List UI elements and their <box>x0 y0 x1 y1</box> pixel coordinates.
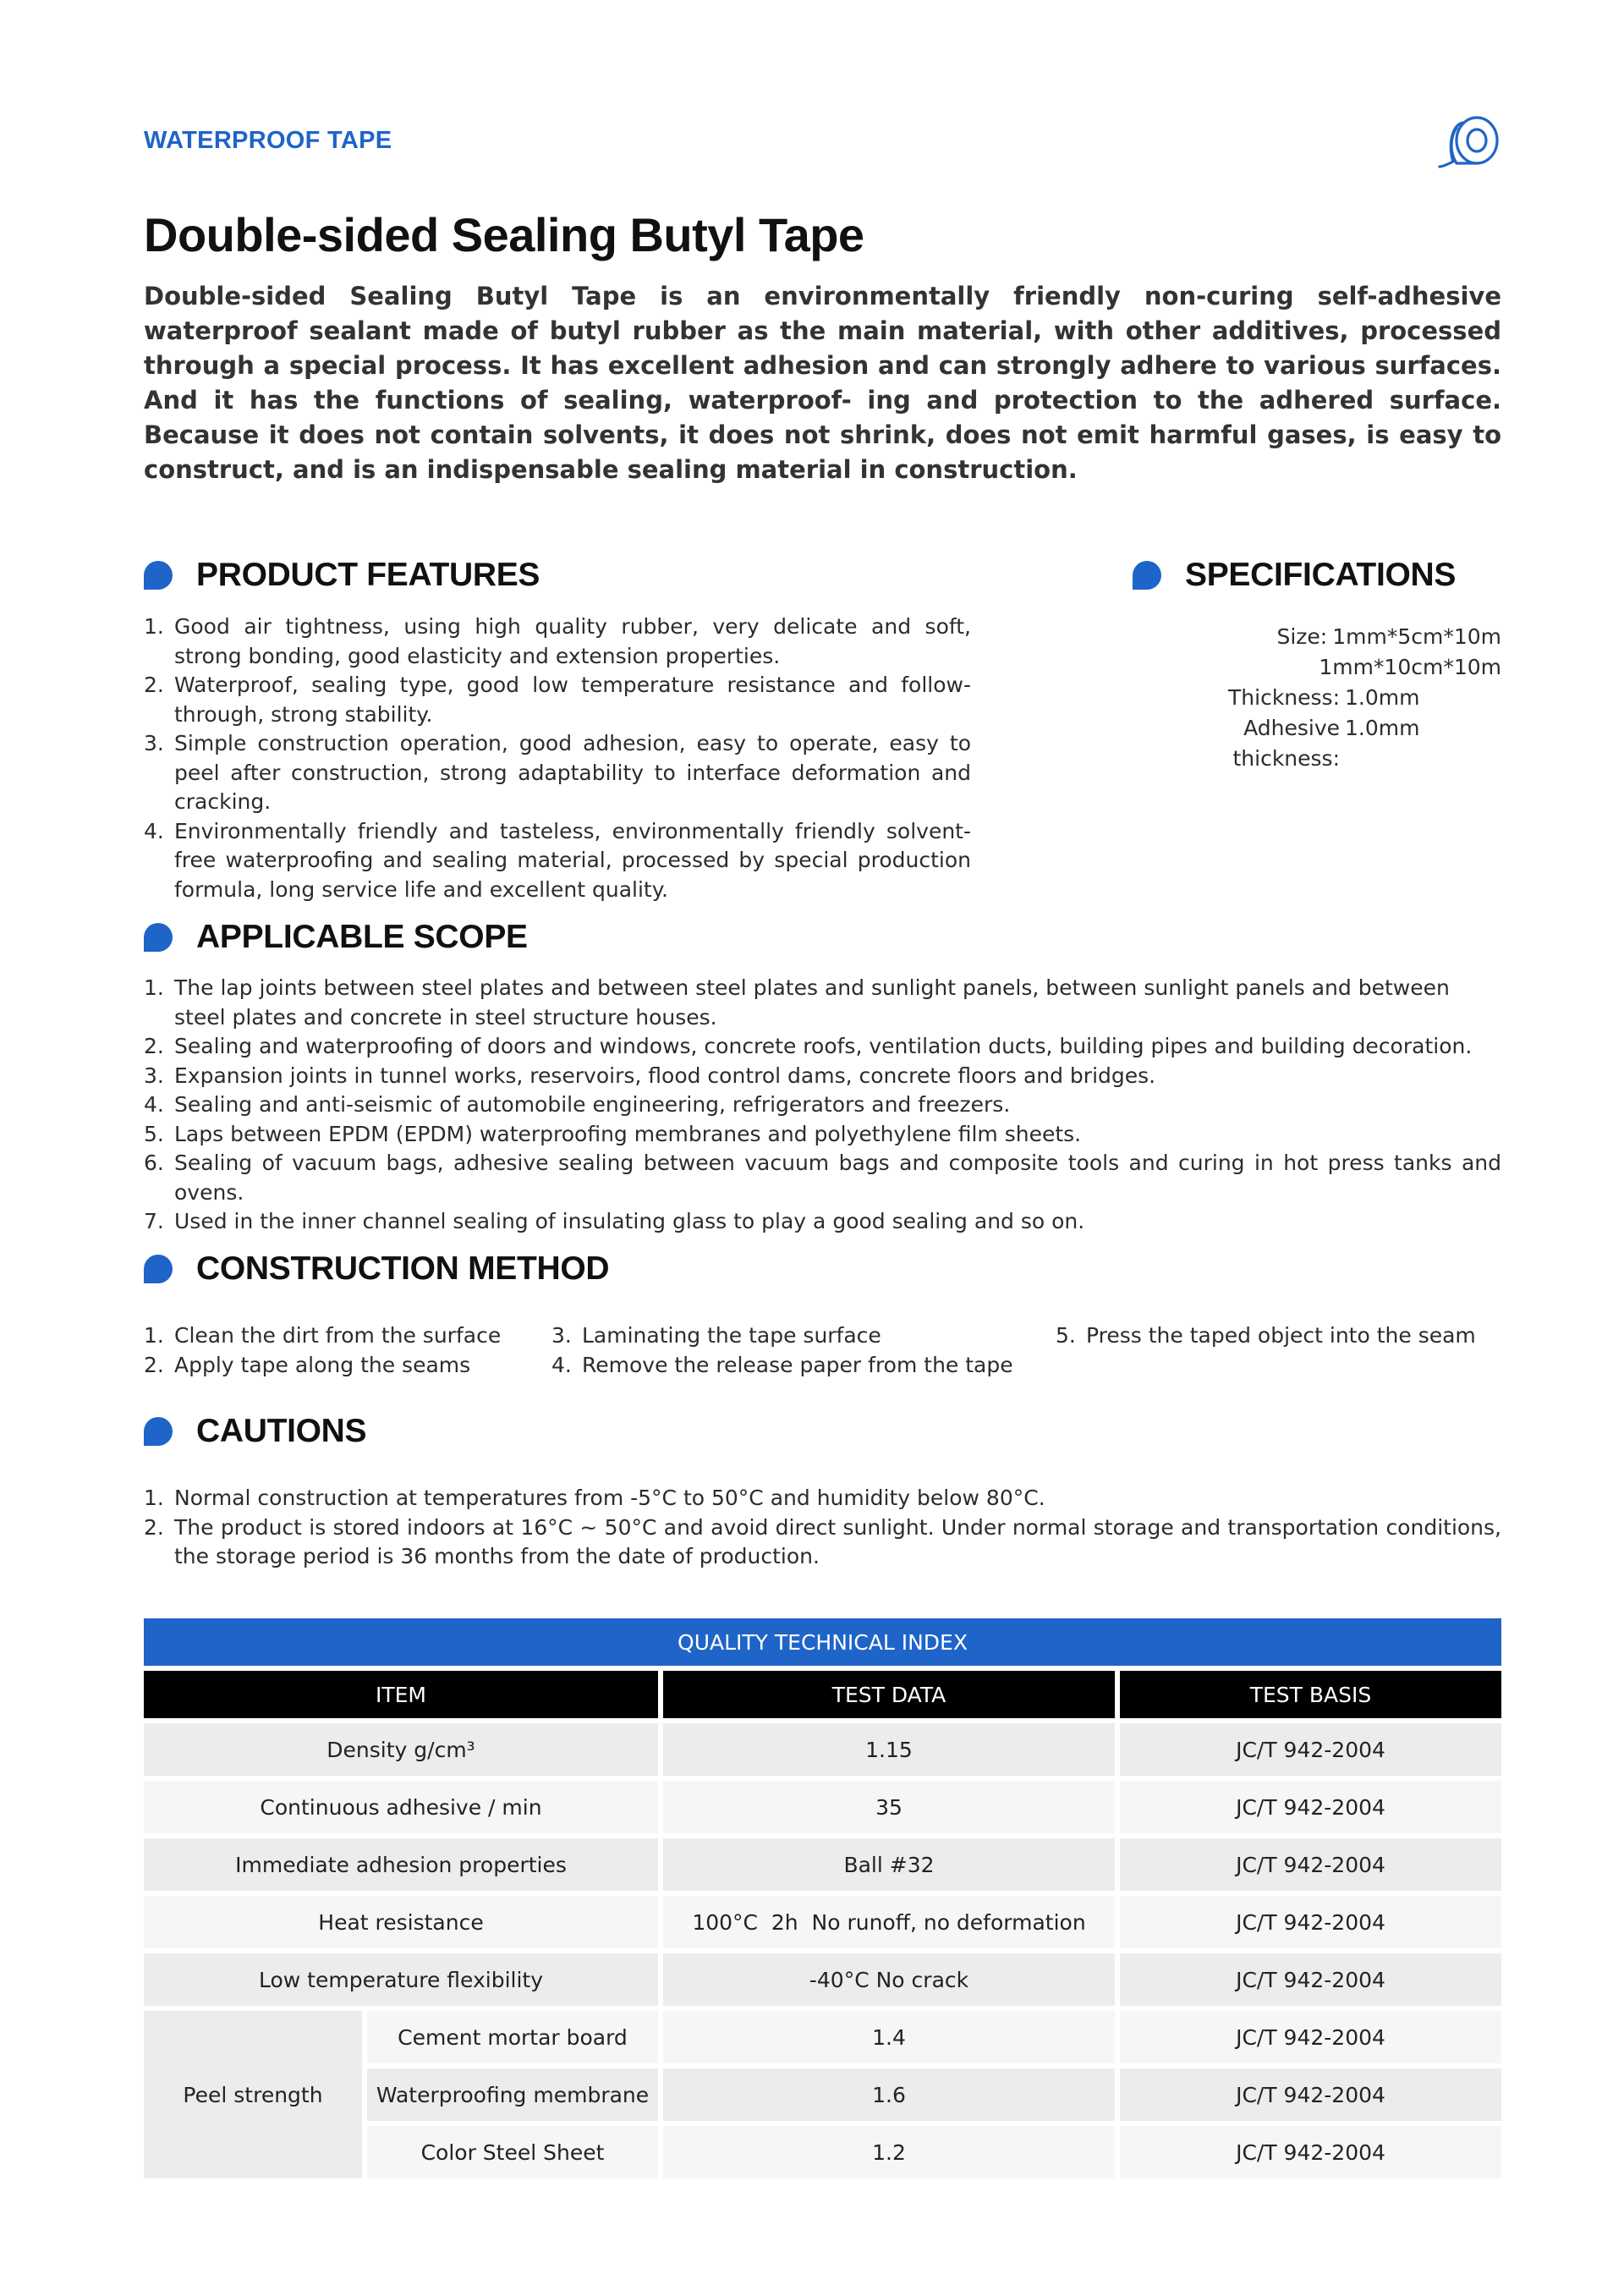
table-row: Waterproofing membrane 1.6 JC/T 942-2004 <box>144 2068 1501 2126</box>
features-heading-text: PRODUCT FEATURES <box>196 557 540 593</box>
table-caption: QUALITY TECHNICAL INDEX <box>144 1618 1501 1671</box>
features-heading <box>144 557 540 594</box>
specifications-heading <box>1133 557 1456 594</box>
list-item: 5. Laps between EPDM (EPDM) waterproofing membranes and polyethylene film sheets. <box>144 1121 1082 1146</box>
construction-steps-col-3 <box>1056 1321 1476 1351</box>
table-row: Density g/cm³ 1.15 JC/T 942-2004 <box>144 1723 1501 1781</box>
construction-heading <box>144 1250 609 1288</box>
list-item: 4. Sealing and anti-seismic of automobile engineering, refrigerators and freezers. <box>144 1092 1011 1117</box>
table-row: Low temperature flexibility -40°C No crack JC/T 942-2004 <box>144 1953 1501 2011</box>
list-item: 2. Sealing and waterproofing of doors and windows, concrete roofs, ventilation ducts, building pipes and building decoration. <box>144 1034 1473 1058</box>
list-item: 2. Apply tape along the seams <box>144 1352 471 1377</box>
bullet-icon <box>144 1417 173 1446</box>
cautions-heading-text: CAUTIONS <box>196 1413 367 1449</box>
list-item: 1. Good air tightness, using high quality rubber, very delicate and soft, strong bonding, good elasticity and extension properties. <box>144 614 971 668</box>
construction-steps-col-1 <box>144 1321 501 1380</box>
list-item: 3. Expansion joints in tunnel works, reservoirs, flood control dams, concrete floors and bridges. <box>144 1063 1156 1088</box>
adhesive-thickness-label: Adhesive thickness: <box>1232 716 1340 771</box>
construction-heading-text: CONSTRUCTION METHOD <box>196 1250 610 1287</box>
column-header: TEST DATA <box>658 1671 1115 1723</box>
thickness-label: Thickness: <box>1228 685 1340 710</box>
list-item: 3. Laminating the tape surface <box>551 1323 881 1348</box>
list-item: 1. The lap joints between steel plates and between steel plates and sunlight panels, between sunlight panels and between steel plates and concrete in steel structure houses. <box>144 975 1450 1030</box>
list-item: 3. Simple construction operation, good adhesion, easy to operate, easy to peel after construction, strong adaptability to interface deformation and cracking. <box>144 731 971 814</box>
bullet-icon <box>1133 561 1161 590</box>
column-header: ITEM <box>144 1671 658 1723</box>
adhesive-thickness-value: 1.0mm <box>1345 716 1420 740</box>
quality-index-table <box>144 1618 1501 2183</box>
page-title: Double-sided Sealing Butyl Tape <box>144 208 864 261</box>
intro-paragraph: Double-sided Sealing Butyl Tape is an environmentally friendly non-curing self-adhesive waterproof sealant made of butyl rubber as the main material, with other additives, processed through a special process. It has excellent adhesion and can strongly adhere to various surfaces. And it has the functions of sealing, waterproof- ing and protection to the adhered surface. Because it does not contain solvents, it does not shrink, does not emit harmful gases, is easy to construct, and is an indispensable sealing material in construction. <box>144 282 1501 484</box>
table-row: Immediate adhesion properties Ball #32 JC/T 942-2004 <box>144 1838 1501 1896</box>
scope-heading-text: APPLICABLE SCOPE <box>196 919 528 955</box>
table-row: Color Steel Sheet 1.2 JC/T 942-2004 <box>144 2126 1501 2183</box>
list-item: 5. Press the taped object into the seam <box>1056 1323 1476 1348</box>
cautions-heading <box>144 1413 366 1450</box>
list-item: 4. Remove the release paper from the tape <box>551 1352 1013 1377</box>
table-row: Heat resistance 100°C 2h No runoff, no deformation JC/T 942-2004 <box>144 1896 1501 1953</box>
list-item: 1. Normal construction at temperatures from -5°C to 50°C and humidity below 80°C. <box>144 1486 1045 1510</box>
scope-heading <box>144 919 528 956</box>
specifications-heading-text: SPECIFICATIONS <box>1185 557 1457 593</box>
category-label: WATERPROOF TAPE <box>144 127 392 154</box>
cautions-list <box>144 1484 1501 1572</box>
list-item: 7. Used in the inner channel sealing of insulating glass to play a good sealing and so on. <box>144 1209 1085 1233</box>
list-item: 6. Sealing of vacuum bags, adhesive sealing between vacuum bags and composite tools and curing in hot press tanks and ovens. <box>144 1151 1501 1205</box>
size-label: Size: <box>1276 624 1328 649</box>
specifications-block <box>1138 622 1501 774</box>
features-list <box>144 612 971 904</box>
thickness-value: 1.0mm <box>1345 685 1420 710</box>
scope-list <box>144 974 1501 1237</box>
tape-roll-icon <box>1438 113 1504 172</box>
bullet-icon <box>144 1255 173 1283</box>
bullet-icon <box>144 923 173 952</box>
list-item: 1. Clean the dirt from the surface <box>144 1323 502 1348</box>
construction-steps-col-2 <box>551 1321 1013 1380</box>
list-item: 4. Environmentally friendly and tasteless, environmentally friendly solvent-free waterproofing and sealing material, processed by special production formula, long service life and excellent quality. <box>144 818 971 902</box>
column-header: TEST BASIS <box>1115 1671 1501 1723</box>
size-value: 1mm*10cm*10m <box>1319 655 1501 679</box>
size-value: 1mm*5cm*10m <box>1332 624 1501 649</box>
table-row: Continuous adhesive / min 35 JC/T 942-2004 <box>144 1781 1501 1838</box>
table-row: Peel strength Cement mortar board 1.4 JC/T 942-2004 <box>144 2011 1501 2068</box>
list-item: 2. Waterproof, sealing type, good low temperature resistance and follow-through, strong stability. <box>144 673 971 727</box>
list-item: 2. The product is stored indoors at 16°C ~ 50°C and avoid direct sunlight. Under normal storage and transportation conditions, the storage period is 36 months from the date of production. <box>144 1514 1501 1568</box>
bullet-icon <box>144 561 173 590</box>
peel-strength-label: Peel strength <box>144 2011 362 2183</box>
